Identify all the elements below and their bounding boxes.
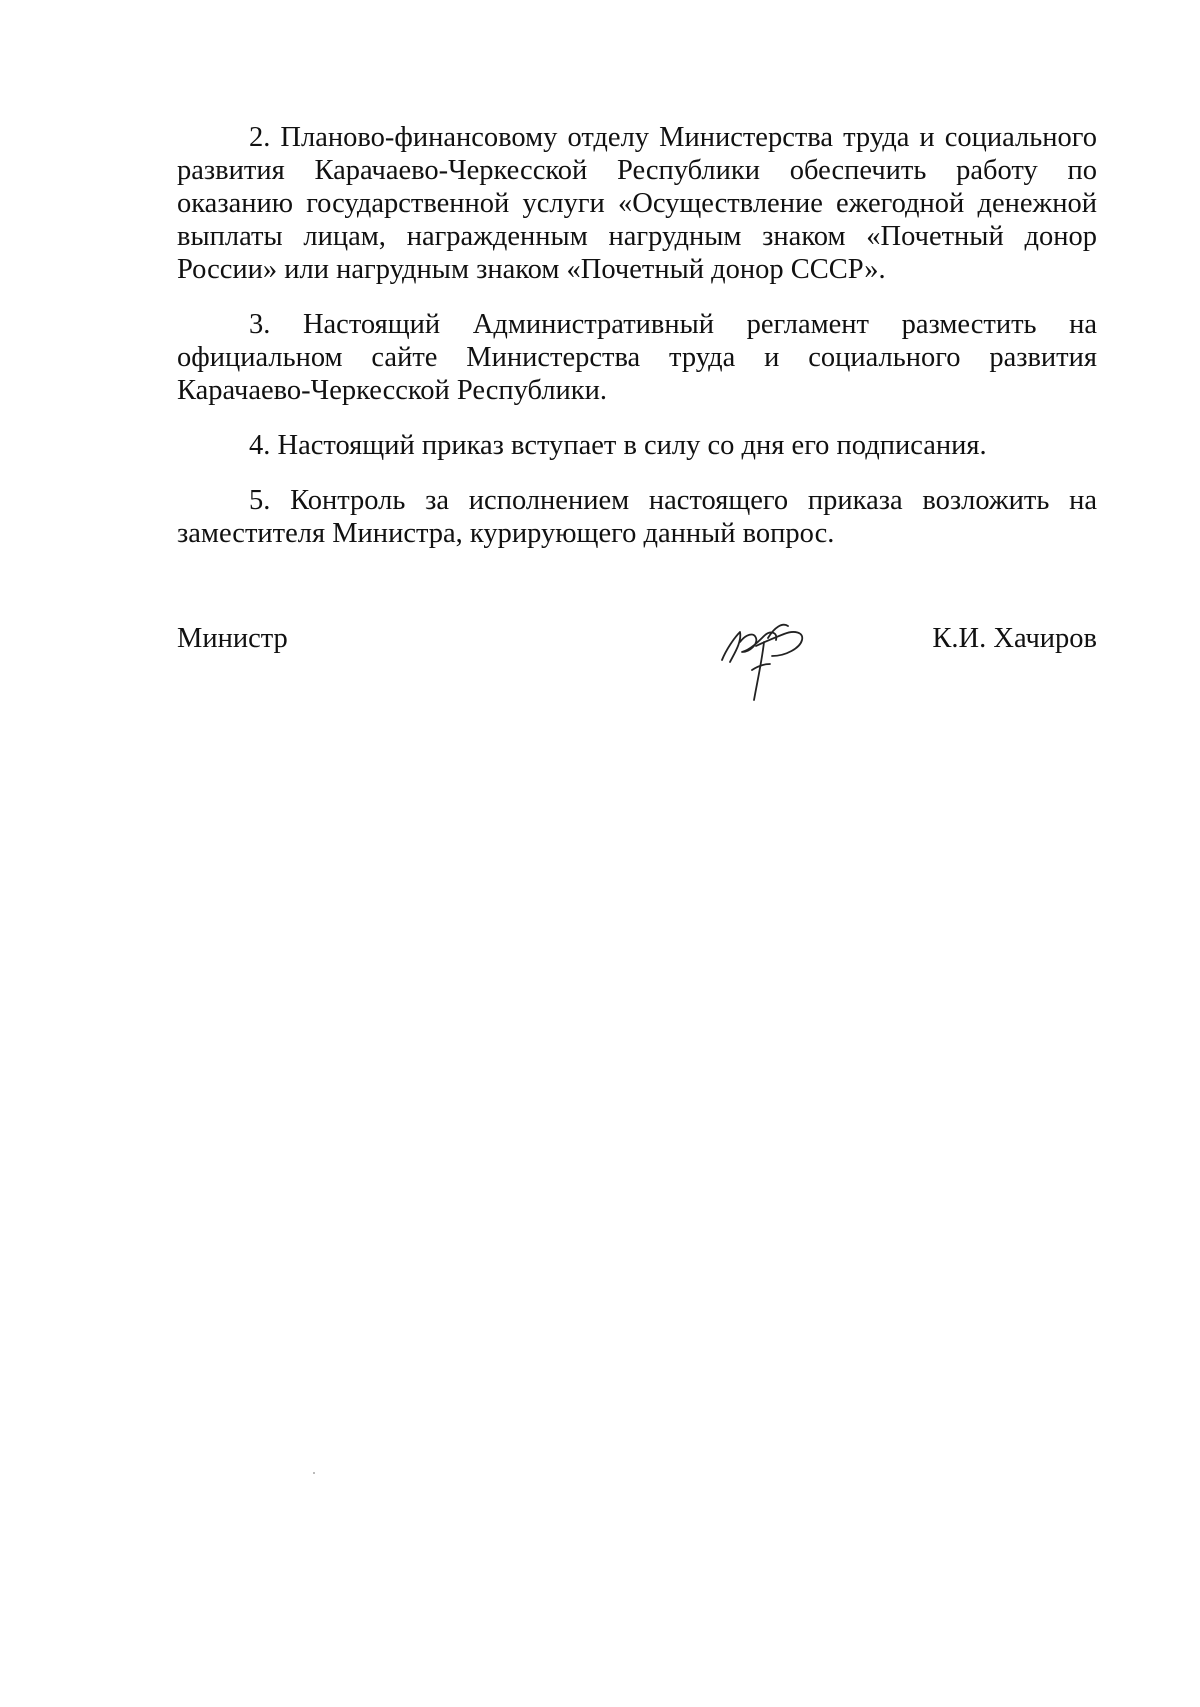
paragraph-2: 2. Планово-финансовому отделу Министерства труда и социального развития Карачаево-Черкесской Республики обеспечить работу по оказанию государственной услуги «Осуществление ежегодной денежной выплаты лицам, награжденным нагрудным знаком «Почетный донор России» или нагрудным знаком «Почетный донор СССР». [177,122,1097,285]
handwritten-signature-icon [712,612,812,707]
signatory-role: Министр [177,623,288,654]
signatory-name: К.И. Хачиров [932,623,1097,654]
scan-speck [313,1472,315,1474]
paragraph-5: 5. Контроль за исполнением настоящего приказа возложить на заместителя Министра, курирующего данный вопрос. [177,485,1097,549]
signature-block [177,612,1097,712]
document-body [177,121,1097,572]
paragraph-4: 4. Настоящий приказ вступает в силу со дня его подписания. [249,430,987,461]
paragraph-3: 3. Настоящий Административный регламент разместить на официальном сайте Министерства труда и социального развития Карачаево-Черкесской Республики. [177,309,1097,406]
